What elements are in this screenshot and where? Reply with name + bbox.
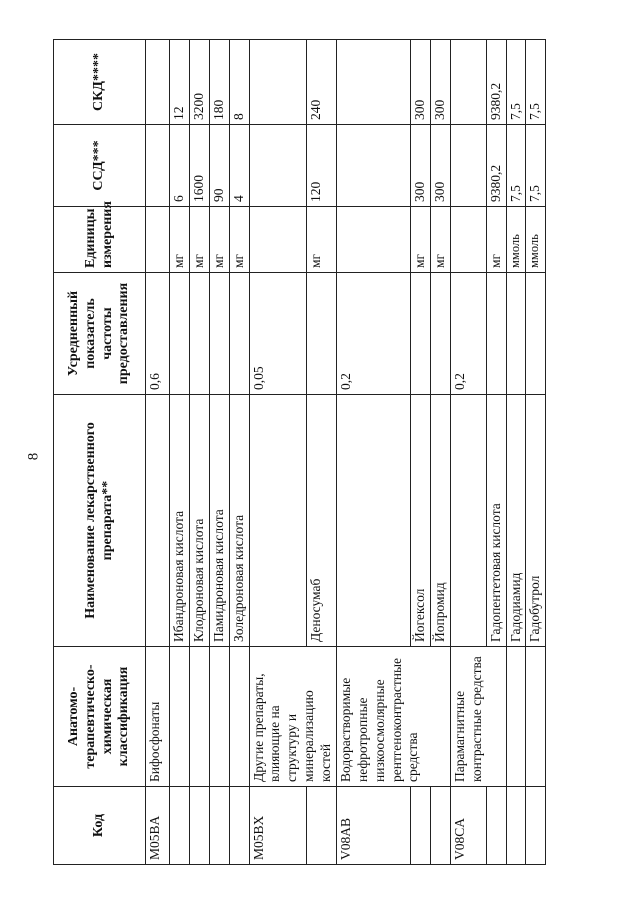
cell-code	[506, 787, 526, 865]
header-ssd: ССД***	[54, 125, 146, 207]
cell-ssd: 9380,2	[486, 125, 506, 207]
cell-freq	[306, 273, 336, 395]
cell-drug: Золедроновая кислота	[229, 395, 249, 647]
cell-ssd: 4	[229, 125, 249, 207]
cell-ssd	[249, 125, 306, 207]
cell-code	[430, 787, 450, 865]
drug-table	[53, 39, 546, 865]
cell-ssd: 6	[170, 125, 190, 207]
cell-code: V08AB	[336, 787, 410, 865]
cell-skd	[146, 40, 170, 125]
cell-code	[170, 787, 190, 865]
cell-skd: 7,5	[526, 40, 546, 125]
cell-drug: Йогексол	[410, 395, 430, 647]
cell-code: M05BX	[249, 787, 306, 865]
table-row	[336, 40, 410, 865]
cell-drug: Деносумаб	[306, 395, 336, 647]
cell-skd	[249, 40, 306, 125]
table-header-row	[54, 40, 146, 865]
cell-freq	[506, 273, 526, 395]
cell-code	[410, 787, 430, 865]
cell-skd: 180	[209, 40, 229, 125]
header-atc: Анатомо-терапевтическо-химическая классификация	[54, 647, 146, 787]
cell-skd	[450, 40, 486, 125]
table-frame	[53, 40, 543, 865]
cell-drug: Памидроновая кислота	[209, 395, 229, 647]
cell-drug: Йопромид	[430, 395, 450, 647]
cell-unit: мг	[229, 207, 249, 273]
cell-ssd: 7,5	[506, 125, 526, 207]
cell-unit	[249, 207, 306, 273]
table-row	[170, 40, 190, 865]
cell-atc	[229, 647, 249, 787]
cell-code	[306, 787, 336, 865]
cell-code	[486, 787, 506, 865]
cell-skd: 300	[410, 40, 430, 125]
table-row	[249, 40, 306, 865]
table-row	[526, 40, 546, 865]
cell-skd: 12	[170, 40, 190, 125]
page-number: 8	[25, 452, 42, 461]
cell-drug	[249, 395, 306, 647]
cell-code: M05BA	[146, 787, 170, 865]
cell-unit: мг	[209, 207, 229, 273]
cell-freq	[170, 273, 190, 395]
cell-drug	[336, 395, 410, 647]
cell-skd: 240	[306, 40, 336, 125]
header-skd: СКД****	[54, 40, 146, 125]
cell-unit: мг	[486, 207, 506, 273]
cell-drug	[146, 395, 170, 647]
cell-ssd: 7,5	[526, 125, 546, 207]
cell-atc	[170, 647, 190, 787]
cell-code	[189, 787, 209, 865]
cell-atc	[189, 647, 209, 787]
cell-unit	[146, 207, 170, 273]
cell-skd: 9380,2	[486, 40, 506, 125]
cell-drug: Гадопентетовая кислота	[486, 395, 506, 647]
cell-drug: Гадобутрол	[526, 395, 546, 647]
cell-freq	[229, 273, 249, 395]
cell-freq	[526, 273, 546, 395]
cell-atc: Другие препараты, влияющие на структуру и минерализацию костей	[249, 647, 336, 787]
cell-freq: 0,6	[146, 273, 170, 395]
cell-skd: 7,5	[506, 40, 526, 125]
cell-atc: Водорастворимые нефротропные низкоосмолярные рентгеноконтрастные средства	[336, 647, 450, 787]
cell-atc: Парамагнитные контрастные средства	[450, 647, 506, 787]
cell-atc	[526, 647, 546, 787]
cell-unit: мг	[306, 207, 336, 273]
cell-drug	[450, 395, 486, 647]
cell-code	[526, 787, 546, 865]
table-row	[506, 40, 526, 865]
cell-unit: ммоль	[526, 207, 546, 273]
cell-unit	[336, 207, 410, 273]
cell-unit	[450, 207, 486, 273]
cell-freq	[486, 273, 506, 395]
header-code: Код	[54, 787, 146, 865]
cell-freq: 0,05	[249, 273, 306, 395]
cell-ssd: 1600	[189, 125, 209, 207]
header-drug: Наименование лекарственного препарата**	[54, 395, 146, 647]
cell-freq	[209, 273, 229, 395]
cell-ssd: 120	[306, 125, 336, 207]
table-row	[209, 40, 229, 865]
header-unit: Единицы измерения	[54, 207, 146, 273]
cell-skd: 3200	[189, 40, 209, 125]
cell-ssd	[336, 125, 410, 207]
header-freq: Усредненный показатель частоты предоставления	[54, 273, 146, 395]
cell-atc: Бифосфонаты	[146, 647, 170, 787]
cell-unit: ммоль	[506, 207, 526, 273]
table-row	[229, 40, 249, 865]
cell-ssd	[450, 125, 486, 207]
cell-ssd: 300	[410, 125, 430, 207]
cell-ssd: 90	[209, 125, 229, 207]
cell-freq	[189, 273, 209, 395]
cell-ssd: 300	[430, 125, 450, 207]
cell-skd	[336, 40, 410, 125]
cell-atc	[209, 647, 229, 787]
table-row	[146, 40, 170, 865]
rotated-table-container	[53, 40, 543, 865]
cell-freq	[410, 273, 430, 395]
cell-drug: Клодроновая кислота	[189, 395, 209, 647]
table-row	[450, 40, 486, 865]
cell-unit: мг	[189, 207, 209, 273]
cell-code: V08CA	[450, 787, 486, 865]
cell-freq	[430, 273, 450, 395]
cell-unit: мг	[430, 207, 450, 273]
cell-atc	[506, 647, 526, 787]
table-row	[189, 40, 209, 865]
cell-drug: Ибандроновая кислота	[170, 395, 190, 647]
cell-skd: 8	[229, 40, 249, 125]
cell-ssd	[146, 125, 170, 207]
cell-unit: мг	[170, 207, 190, 273]
cell-unit: мг	[410, 207, 430, 273]
cell-code	[209, 787, 229, 865]
cell-skd: 300	[430, 40, 450, 125]
cell-freq: 0,2	[450, 273, 486, 395]
cell-code	[229, 787, 249, 865]
cell-freq: 0,2	[336, 273, 410, 395]
cell-drug: Гадодиамид	[506, 395, 526, 647]
